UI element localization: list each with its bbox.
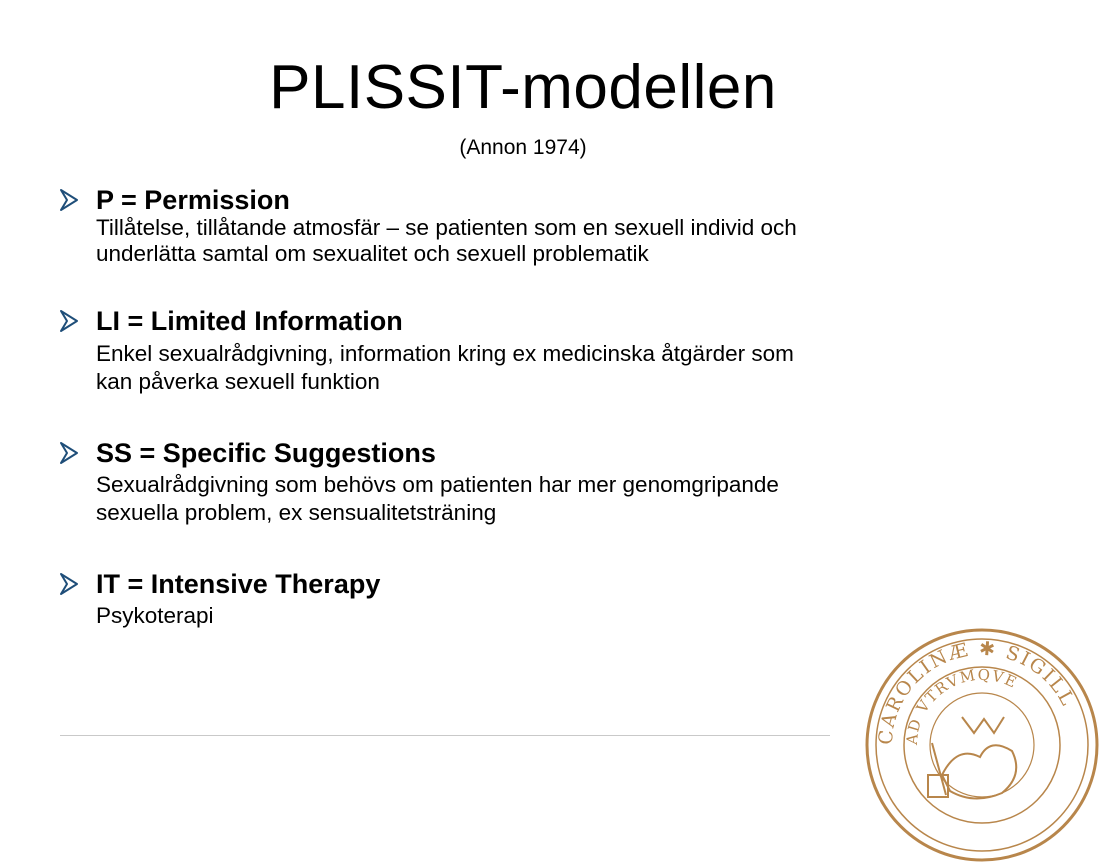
bullet-heading: P = Permission bbox=[96, 185, 290, 215]
chevron-right-icon bbox=[58, 309, 82, 333]
bullet-heading: IT = Intensive Therapy bbox=[96, 569, 381, 599]
bullet-description-line: underlätta samtal om sexualitet och sexuell problematik bbox=[96, 241, 649, 266]
slide-subtitle: (Annon 1974) bbox=[459, 136, 587, 159]
bullet-heading: SS = Specific Suggestions bbox=[96, 438, 436, 468]
seal-text: AD VTRVMQVE bbox=[902, 665, 1021, 746]
bullet-heading: LI = Limited Information bbox=[96, 306, 403, 336]
bullet-description-line: kan påverka sexuell funktion bbox=[96, 369, 380, 394]
chevron-right-icon bbox=[58, 441, 82, 465]
chevron-right-icon bbox=[58, 572, 82, 596]
chevron-right-icon bbox=[58, 188, 82, 212]
slide-title: PLISSIT-modellen bbox=[269, 53, 777, 122]
university-seal-logo bbox=[862, 625, 1102, 865]
footer-divider bbox=[60, 735, 830, 736]
bullet-description-line: Tillåtelse, tillåtande atmosfär – se patienten som en sexuell individ och bbox=[96, 215, 797, 240]
seal-text: CAROLINÆ ✱ SIGILL bbox=[874, 637, 1080, 746]
bullet-description-line: Sexualrådgivning som behövs om patienten har mer genomgripande bbox=[96, 472, 779, 497]
bullet-description-line: Enkel sexualrådgivning, information kring ex medicinska åtgärder som bbox=[96, 341, 794, 366]
bullet-description-line: sexuella problem, ex sensualitetsträning bbox=[96, 500, 497, 525]
bullet-description-line: Psykoterapi bbox=[96, 603, 214, 628]
seal-emblem-icon bbox=[928, 717, 1016, 799]
